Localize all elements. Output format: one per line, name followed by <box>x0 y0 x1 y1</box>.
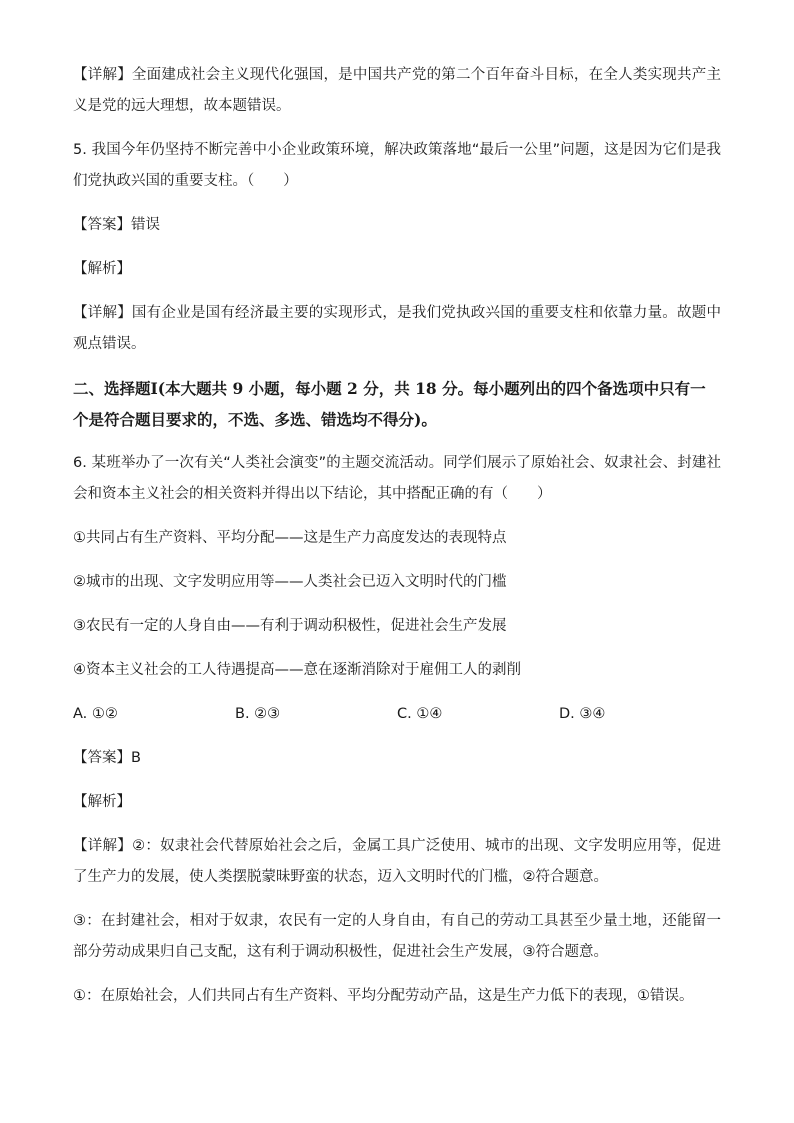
option-d: D. ③④ <box>559 706 606 722</box>
explanation-paragraph: 【详解】全面建成社会主义现代化强国，是中国共产党的第二个百年奋斗目标，在全人类实现共产主义是党的远大理想，故本题错误。 <box>73 67 721 114</box>
statement-1: ①共同占有生产资料、平均分配——这是生产力高度发达的表现特点 <box>73 530 507 546</box>
option-a: A. ①② <box>73 706 118 722</box>
answer-options <box>73 699 721 730</box>
detail-6-part-2: ③：在封建社会，相对于奴隶，农民有一定的人身自由，有自己的劳动工具甚至少量土地，还能留一部分劳动成果归自己支配，这有利于调动积极性，促进社会生产发展，③符合题意。 <box>73 913 721 960</box>
answer-6: 【答案】B <box>73 750 141 766</box>
statement-4: ④资本主义社会的工人待遇提高——意在逐渐消除对于雇佣工人的剥削 <box>73 662 521 678</box>
document-page <box>73 60 721 1025</box>
detail-5: 【详解】国有企业是国有经济最主要的实现形式，是我们党执政兴国的重要支柱和依靠力量。故题中观点错误。 <box>73 305 721 352</box>
answer-5: 【答案】错误 <box>73 217 160 233</box>
analysis-label-6: 【解析】 <box>73 794 131 810</box>
question-6: 6. 某班举办了一次有关“人类社会演变”的主题交流活动。同学们展示了原始社会、奴隶社会、封建社会和资本主义社会的相关资料并得出以下结论，其中搭配正确的有（ ） <box>73 455 721 502</box>
section-heading: 二、选择题Ⅰ(本大题共 9 小题，每小题 2 分，共 18 分。每小题列出的四个备选项中只有一个是符合题目要求的，不选、多选、错选均不得分)。 <box>73 379 706 429</box>
statement-3: ③农民有一定的人身自由——有利于调动积极性，促进社会生产发展 <box>73 618 507 634</box>
analysis-label-5: 【解析】 <box>73 261 131 277</box>
option-b: B. ②③ <box>235 706 281 722</box>
question-5: 5. 我国今年仍坚持不断完善中小企业政策环境，解决政策落地“最后一公里”问题，这是因为它们是我们党执政兴国的重要支柱。（ ） <box>73 142 721 189</box>
statement-2: ②城市的出现、文字发明应用等——人类社会已迈入文明时代的门槛 <box>73 574 507 590</box>
detail-6-part-3: ①：在原始社会，人们共同占有生产资料、平均分配劳动产品，这是生产力低下的表现，①错误。 <box>73 988 694 1004</box>
option-c: C. ①④ <box>397 706 443 722</box>
detail-6-part-1: 【详解】②：奴隶社会代替原始社会之后，金属工具广泛使用、城市的出现、文字发明应用等，促进了生产力的发展，使人类摆脱蒙昧野蛮的状态，迈入文明时代的门槛，②符合题意。 <box>73 838 721 885</box>
